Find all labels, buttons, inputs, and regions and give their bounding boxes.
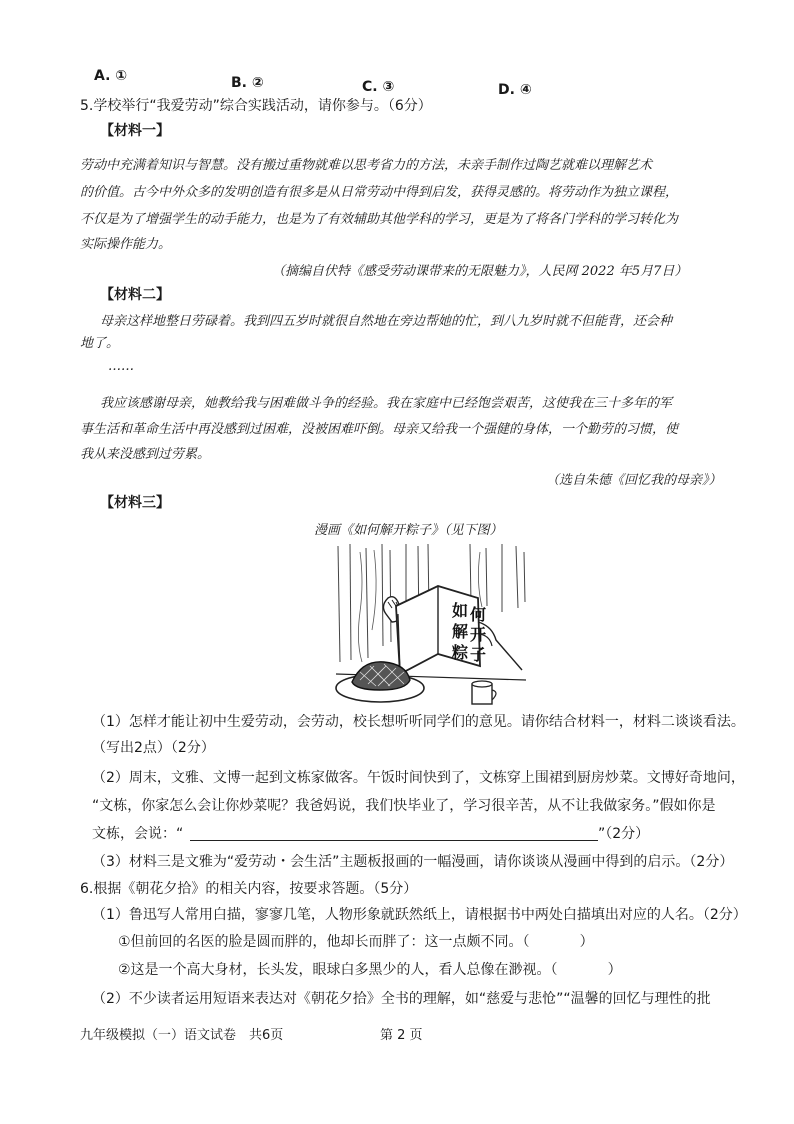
material-2-line: 事生活和革命生活中再没感到过困难，没被困难吓倒。母亲又给我一个强健的身体，一个勤劳的习惯，使 [80,422,679,437]
material-2-source: （选自朱德《回忆我的母亲》） [546,473,722,488]
option-b: B. ② [231,75,264,91]
material-2-line: 地了。 [80,336,120,351]
material-2-label: 【材料二】 [100,287,170,303]
material-1-line: 的价值。古今中外众多的发明创造有很多是从日常劳动中得到启发，获得灵感的。将劳动作为独立课程， [80,185,679,200]
option-c: C. ③ [362,79,395,95]
footer-exam-info: 九年级模拟（一）语文试卷 共6页 [80,1028,284,1043]
book-title-char: 解 [452,622,469,641]
q6-item1: ①但前回的名医的脸是圆而胖的，他却长而胖了：这一点颇不同。（ ） [118,934,594,950]
cartoon-illustration [330,542,530,708]
material-2-line: 我从来没感到过劳累。 [80,447,211,462]
material-3-label: 【材料三】 [100,495,170,511]
book-title-char: 子 [470,645,487,664]
option-d: D. ④ [498,82,532,98]
option-a: A. ① [94,68,128,84]
material-1-line: 劳动中充满着知识与智慧。没有搬过重物就难以思考省力的方法，未亲手制作过陶艺就难以理解艺术 [80,158,653,173]
material-1-line: 不仅是为了增强学生的动手能力，也是为了有效辅助其他学科的学习，更是为了将各门学科的学习转化为 [80,212,679,227]
q5-sub2-line: （2）周末，文雅、文博一起到文栋家做客。午饭时间快到了，文栋穿上围裙到厨房炒菜。文博好奇地问， [92,770,745,786]
material-1-line: 实际操作能力。 [80,237,172,252]
q6-sub1: （1）鲁迅写人常用白描，寥寥几笔，人物形象就跃然纸上，请根据书中两处白描填出对应的人名。（2分） [92,907,747,923]
q5-sub1-line: （写出2点）（2分） [92,740,215,756]
book-title-char: 何 [470,605,487,624]
q6-sub2: （2）不少读者运用短语来表达对《朝花夕拾》全书的理解，如“慈爱与悲怆”“温馨的回忆与理性的批 [92,991,711,1007]
answer-blank[interactable] [190,840,598,841]
book-title-char: 粽 [452,643,469,662]
q5-sub3: （3）材料三是文雅为“爱劳动・会生活”主题板报画的一幅漫画，请你谈谈从漫画中得到的启示。（2分） [92,854,734,870]
q5-sub2-suffix: ”（2分） [598,826,650,842]
footer-page-number: 第 2 页 [380,1028,423,1043]
q6-item2: ②这是一个高大身材，长头发，眼球白多黑少的人，看人总像在渺视。（ ） [118,962,622,978]
material-1-label: 【材料一】 [100,123,170,139]
material-2-line: 母亲这样地整日劳碌着。我到四五岁时就很自然地在旁边帮她的忙，到八九岁时就不但能背，还会种 [100,314,673,329]
cartoon-caption: 漫画《如何解开粽子》（见下图） [314,523,503,538]
material-1-source: （摘编自伏特《感受劳动课带来的无限魅力》，人民网 2022 年5月7日） [272,264,688,279]
q5-sub1-line: （1）怎样才能让初中生爱劳动，会劳动，校长想听听同学们的意见。请你结合材料一，材料二谈谈看法。 [92,714,745,730]
material-2-line: 我应该感谢母亲，她教给我与困难做斗争的经验。我在家庭中已经饱尝艰苦，这使我在三十多年的军 [100,396,673,411]
q5-sub2-line: “文栋，你家怎么会让你炒菜呢？我爸妈说，我们快毕业了，学习很辛苦，从不让我做家务。”假如你是 [92,798,716,814]
question-5-title: 5.学校举行“我爱劳动”综合实践活动，请你参与。（6分） [80,98,432,114]
question-6-title: 6.根据《朝花夕拾》的相关内容，按要求答题。（5分） [80,881,418,897]
material-2-line: …… [108,359,134,374]
book-title-char: 如 [452,601,469,620]
book-title-char: 开 [470,625,487,644]
q5-sub2-prefix: 文栋，会说：“ [92,826,184,842]
